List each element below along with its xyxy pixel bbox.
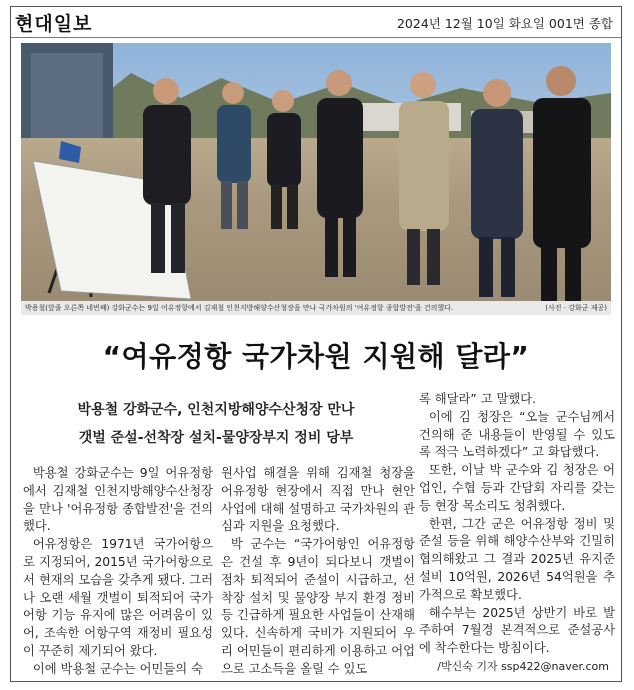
photo-caption-text: 박용철(앞줄 오른쪽 네번째) 강화군수는 9일 어유정항에서 김재철 인천지방해양수산청장을 만나 국가차원의 '여유정항 종합발전'을 건의했다.: [25, 304, 454, 312]
paragraph: 박 군수는 “국가어항인 어유정항은 건설 후 9년이 되다보니 갯벌이 점차 퇴적되어 준설이 시급하고, 선착장 설치 및 물양장 부지 환경 정비 등 긴급하게 필요한 사업들이 산재해있다. 신속하게 국비가 지원되어 우리 어민들이 편리하게 이용하고 어업으로 고소득을 올릴 수 있도: [221, 537, 415, 676]
paragraph: 박용철 강화군수는 9일 어유정항에서 김재철 인천지방해양수산청장을 만나 '어유정항 종합발전'을 건의했다.: [23, 466, 213, 534]
paragraph: 어유정항은 1971년 국가어항으로 지정되어, 2015년 국가어항으로서 현재의 모습을 갖추게 됐다. 그러나 오랜 세월 갯벌이 퇴적되어 국가어항 기능 유지에 많은 어려움이 있어, 조속한 어항구역 재정비 필요성이 꾸준히 제기되어 왔다.: [23, 537, 213, 658]
article-column-3: [419, 391, 615, 658]
article-column-2: [221, 465, 415, 679]
news-photo: [21, 43, 611, 301]
newspaper-page: [10, 6, 622, 682]
paragraph: 이에 박용철 군수는 어민들의 숙: [32, 661, 203, 676]
masthead: [11, 7, 621, 38]
photo-caption: [21, 301, 611, 315]
news-photo-illustration: [21, 43, 611, 301]
article-column-1: [23, 465, 213, 679]
photo-credit: (사진 · 강화군 제공): [545, 304, 607, 312]
byline: /박신숙 기자 ssp422@naver.com: [437, 660, 609, 673]
dateline: 2024년 12월 10일 화요일 001면 종합: [396, 16, 613, 31]
paragraph: 록 해달라” 고 말했다.: [419, 392, 537, 406]
paragraph: 이에 김 청장은 “오늘 군수님께서 건의해 준 내용들이 반영될 수 있도록 적극 노력하겠다” 고 화답했다.: [419, 409, 615, 460]
subheadline-2: 갯벌 준설-선착장 설치-물양장부지 정비 당부: [78, 430, 354, 446]
headline: “여유정항 국가차원 지원해 달라”: [102, 340, 530, 373]
paragraph: 원사업 해결을 위해 김재철 청장을 어유정항 현장에서 직접 만나 현안 사업에 대해 설명하고 국가차원의 관심과 지원을 요청했다.: [221, 466, 415, 534]
paragraph: 한편, 그간 군은 어유정항 정비 및 준설 등을 위해 해양수산부와 긴밀히 협의해왔고 그 결과 2025년 유지준설비 10억원, 2026년 54억원을 추가적으로 확보했다.: [419, 516, 615, 602]
paragraph: 해수부는 2025년 상반기 바로 발주하여 7월경 본격적으로 준설공사에 착수한다는 방침이다.: [419, 605, 615, 656]
newspaper-name: 현대일보: [15, 13, 93, 35]
paragraph: 또한, 이날 박 군수와 김 청장은 어업인, 수협 등과 간담회 자리를 갖는등 현장 목소리도 청취했다.: [419, 463, 615, 513]
subheadline-1: 박용철 강화군수, 인천지방해양수산청장 만나: [77, 402, 355, 418]
